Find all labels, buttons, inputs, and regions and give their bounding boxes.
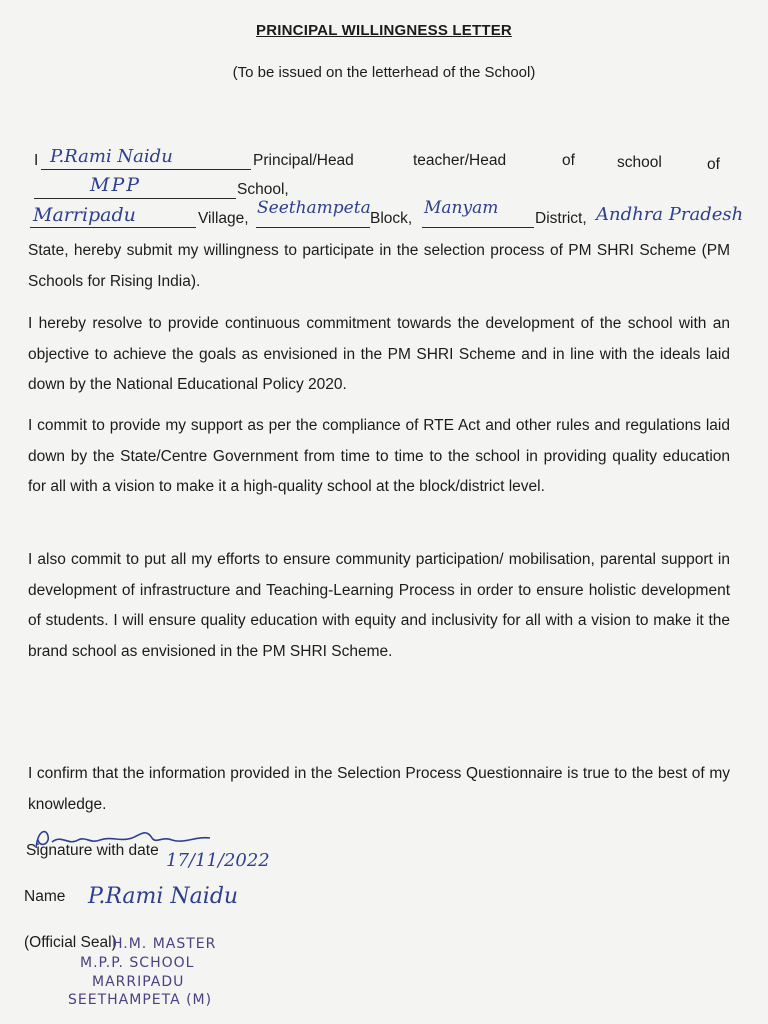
district-blank [422, 227, 534, 228]
letter-title: PRINCIPAL WILLINGNESS LETTER [256, 22, 512, 39]
name-label: Name [24, 888, 66, 905]
seal-line-3: MARRIPADU [92, 974, 185, 990]
village-name-handwritten: Marripadu [33, 204, 136, 226]
paragraph-1-text: State, hereby submit my willingness to participate in the selection process of PM SHRI Scheme (PM Schools for Rising India). [28, 242, 730, 290]
block-blank [256, 227, 370, 228]
paragraph-willingness [28, 236, 730, 297]
of-text-1: of [562, 152, 575, 169]
name-handwritten: P.Rami Naidu [50, 146, 173, 167]
paragraph-4-text: I also commit to put all my efforts to ensure community participation/ mobilisation, parental support in development of infrastructure and Teaching-Learning Process in order to ensure holistic development of students. I will ensure quality education with equity and inclusivity for all with a vision to make it the brand school as envisioned in the PM SHRI Scheme. [28, 551, 730, 660]
seal-line-4: SEETHAMPETA (M) [68, 992, 213, 1008]
signature-date-handwritten: 17/11/2022 [166, 850, 270, 871]
school-word-text: school [617, 154, 662, 171]
paragraph-3-text: I commit to provide my support as per the compliance of RTE Act and other rules and regulations laid down by the State/Centre Government from time to time to the school in providing quality education for all with a vision to make it a high-quality school at the block/district level. [28, 417, 730, 495]
name-value-handwritten: P.Rami Naidu [88, 884, 239, 909]
paragraph-commitment [28, 309, 730, 401]
paragraph-confirmation [28, 759, 730, 820]
seal-line-2: M.P.P. SCHOOL [80, 955, 195, 971]
official-seal-label: (Official Seal) [24, 934, 117, 951]
paragraph-2-text: I hereby resolve to provide continuous commitment towards the development of the school with an objective to achieve the goals as envisioned in the PM SHRI Scheme and in line with the ideals laid down by the National Educational Policy 2020. [28, 315, 730, 393]
school-label: School, [237, 181, 289, 198]
block-label: Block, [370, 210, 413, 227]
block-name-handwritten: Seethampeta [257, 198, 371, 218]
district-label: District, [535, 210, 587, 227]
of-text-2: of [707, 156, 720, 173]
paragraph-rte [28, 411, 730, 503]
letter-subtitle: (To be issued on the letterhead of the School) [232, 64, 536, 81]
i-text: I [34, 152, 39, 169]
paragraph-community [28, 545, 730, 667]
name-blank [41, 169, 251, 170]
village-label: Village, [198, 210, 249, 227]
signature-label: Signature with date [26, 842, 159, 859]
teacher-head-text: teacher/Head [413, 152, 507, 169]
paragraph-5-text: I confirm that the information provided in the Selection Process Questionnaire is true to the best of my knowledge. [28, 765, 730, 813]
state-name-handwritten: Andhra Pradesh [596, 204, 744, 225]
seal-line-1: H.M. MASTER [112, 936, 217, 952]
school-name-handwritten: MPP [90, 174, 142, 196]
district-name-handwritten: Manyam [424, 198, 499, 218]
school-blank [34, 198, 236, 199]
principal-head-text: Principal/Head [253, 152, 354, 169]
village-blank [30, 227, 196, 228]
